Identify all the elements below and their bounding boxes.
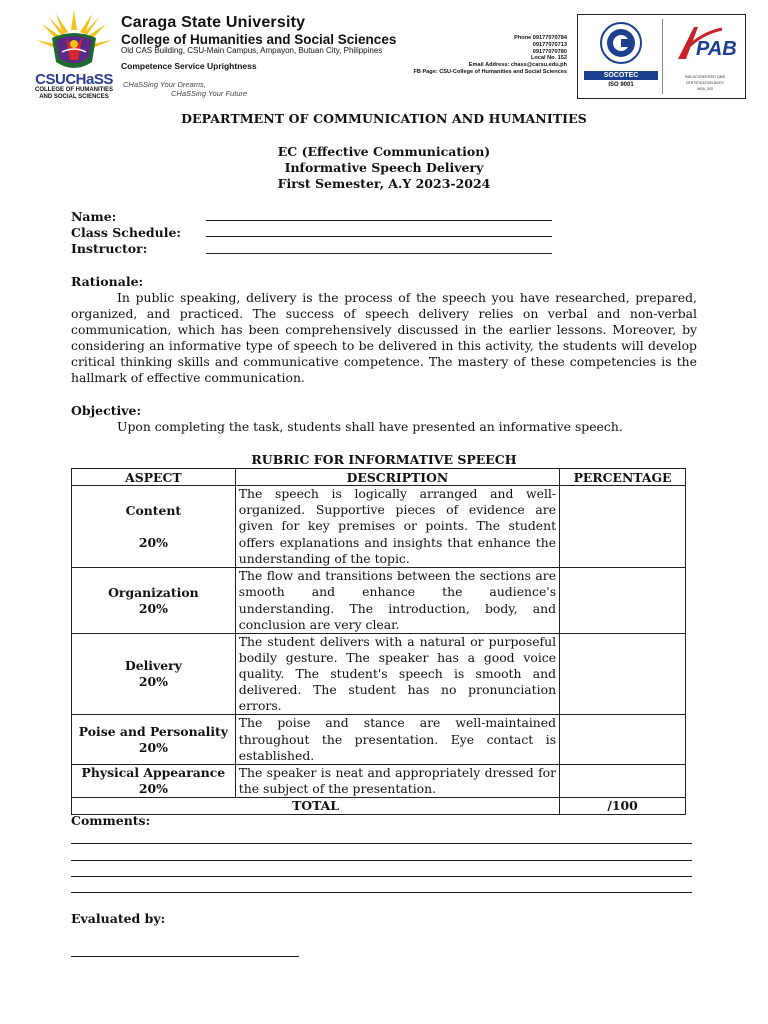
course-title: EC (Effective Communication) [277, 144, 491, 159]
percentage-cell[interactable] [560, 486, 686, 568]
activity-title: Informative Speech Delivery [284, 160, 484, 175]
comment-line-1[interactable] [71, 843, 692, 844]
aspect-weight: 20% [138, 534, 168, 550]
aspect-name: Content [125, 502, 182, 518]
name-field[interactable] [206, 220, 552, 221]
percentage-cell[interactable] [560, 568, 686, 634]
college-name: College of Humanities and Social Sciences [121, 32, 397, 47]
rationale-text: In public speaking, delivery is the process of the speech you have researched, prepared, organized, and practiced. The success of speech delivery relies on verbal and non-verbal communication, which has been comprehensively discussed in the earlier lessons. Moreover, by considering an informative type of speech to be delivered in this activity, the students will develop critical thinking skills and communicative competence. The mastery of these competencies is the hallmark of effective communication. [71, 290, 697, 386]
objective-text: Upon completing the task, students shall have presented an informative speech. [117, 419, 623, 434]
department-title: DEPARTMENT OF COMMUNICATION AND HUMANITIES [181, 111, 587, 126]
pab-certification [668, 19, 742, 95]
pab-small-line-3: MSA_003 [697, 87, 713, 91]
socotec-label: SOCOTEC [584, 71, 658, 80]
instructor-label: Instructor: [71, 241, 148, 256]
aspect-name: Delivery [124, 658, 182, 674]
logo-sub-line-2: AND SOCIAL SCIENCES [39, 93, 109, 100]
aspect-weight: 20% [138, 780, 168, 796]
aspect-weight: 20% [138, 739, 168, 755]
pab-letters: PAB [696, 38, 737, 60]
aspect-spacer [72, 519, 235, 535]
evaluator-signature-line[interactable] [71, 956, 299, 957]
name-label: Name: [71, 209, 117, 224]
header-percentage: PERCENTAGE [560, 469, 686, 486]
rubric-row-organization [72, 568, 686, 634]
contact-email: Email Address: chass@carsu.edu.ph [468, 62, 567, 69]
rubric-table [71, 468, 686, 815]
university-name: Caraga State University [121, 14, 306, 31]
comment-line-3[interactable] [71, 876, 692, 877]
instructor-field[interactable] [206, 253, 552, 254]
logo-csu-text: CSUCHaSS [35, 71, 113, 88]
tagline-line-1: CHaSSing Your Dreams, [123, 80, 206, 89]
objective-label: Objective: [71, 403, 142, 418]
description-cell: The speaker is neat and appropriately dressed for the subject of the presentation. [235, 764, 559, 797]
percentage-cell[interactable] [560, 715, 686, 764]
header-aspect: ASPECT [72, 469, 236, 486]
university-motto: Competence Service Uprightness [121, 61, 257, 71]
aspect-cell [72, 486, 236, 568]
college-address: Old CAS Building, CSU-Main Campus, Ampayon, Butuan City, Philippines [121, 46, 383, 55]
percentage-cell[interactable] [560, 764, 686, 797]
contact-fb-page: FB Page: CSU-College of Humanities and Social Sciences [413, 68, 567, 75]
aspect-cell [72, 634, 236, 715]
total-value: /100 [560, 797, 686, 814]
pab-small-line-1: PAB ACCREDITED QMS [684, 75, 726, 79]
comment-line-2[interactable] [71, 860, 692, 861]
rubric-row-poise [72, 715, 686, 764]
iso-label: ISO 9001 [608, 82, 634, 88]
description-cell: The speech is logically arranged and well-organized. Supportive pieces of evidence are given for key premises or points. The student offers explanations and insights that enhance the understanding of the topic. [235, 486, 559, 568]
sun-shield-icon [26, 8, 122, 78]
logo-wordmark [26, 72, 122, 100]
contact-phone: Phone 09177070784 [514, 35, 567, 41]
evaluated-by-label: Evaluated by: [71, 911, 166, 926]
description-cell: The poise and stance are well-maintained throughout the presentation. Eye contact is established. [235, 715, 559, 764]
aspect-name: Physical Appearance [81, 764, 226, 780]
rubric-total-row [72, 797, 686, 814]
aspect-cell [72, 764, 236, 797]
description-cell: The flow and transitions between the sections are smooth and enhance the audience's understanding. The introduction, body, and conclusion are very clear. [235, 568, 559, 634]
aspect-cell [72, 568, 236, 634]
total-label: TOTAL [72, 797, 560, 814]
tagline-line-2: CHaSSing Your Future [171, 89, 248, 98]
contact-phone-2: 09177070713 [532, 41, 567, 48]
rationale-label: Rationale: [71, 274, 144, 289]
pab-logo-icon [672, 19, 738, 69]
socotec-seal-icon [593, 19, 649, 65]
description-cell: The student delivers with a natural or purposeful bodily gesture. The speaker has a good voice quality. The student's speech is smooth and delivered. The student has no pronunciation errors. [235, 634, 559, 715]
rubric-row-appearance [72, 764, 686, 797]
class-schedule-field[interactable] [206, 236, 552, 237]
aspect-cell [72, 715, 236, 764]
aspect-name: Poise and Personality [78, 723, 228, 739]
certification-box [577, 14, 746, 99]
class-schedule-label: Class Schedule: [71, 225, 182, 240]
rubric-row-content [72, 486, 686, 568]
contact-local: Local No. 152 [530, 55, 567, 62]
logo-sub-line-1: COLLEGE OF HUMANITIES [35, 87, 113, 93]
contact-phone-3: 09177070780 [532, 48, 567, 55]
contact-block [413, 35, 567, 76]
comment-line-4[interactable] [71, 892, 692, 893]
pab-small-line-2: CERTIFICATION BODY [685, 81, 725, 85]
term-title: First Semester, A.Y 2023-2024 [277, 176, 491, 191]
aspect-name: Organization [108, 584, 199, 600]
rubric-header-row [72, 469, 686, 486]
aspect-weight: 20% [138, 674, 168, 690]
cert-divider [662, 19, 663, 94]
aspect-weight: 20% [138, 600, 168, 616]
rubric-title: RUBRIC FOR INFORMATIVE SPEECH [251, 452, 517, 467]
rubric-row-delivery [72, 634, 686, 715]
socotec-certification [584, 19, 658, 95]
comments-label: Comments: [71, 813, 151, 828]
percentage-cell[interactable] [560, 634, 686, 715]
header-description: DESCRIPTION [235, 469, 559, 486]
